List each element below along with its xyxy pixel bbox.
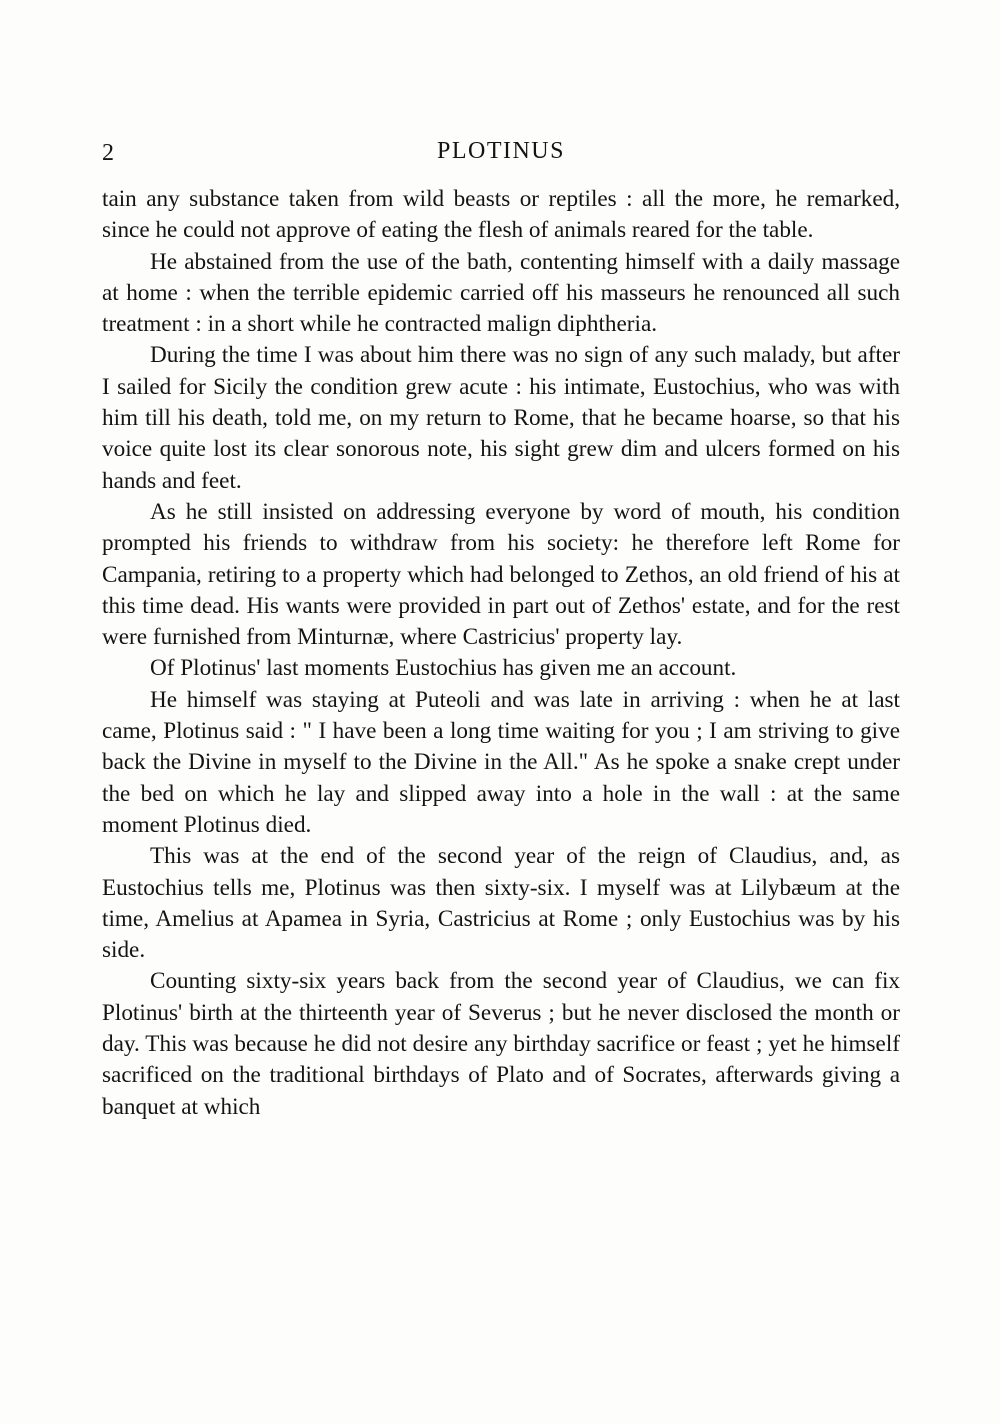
paragraph: Counting sixty-six years back from the second year of Claudius, we can fix Plotinus' birth at the thirteenth year of Severus ; but he never disclosed the month or day. This was because he did not desire any birthday sacrifice or feast ; yet he himself sacrificed on the traditional birthdays of Plato and of Socrates, afterwards giving a banquet at which bbox=[102, 968, 900, 1120]
body-text bbox=[102, 184, 900, 1123]
page-number: 2 bbox=[102, 140, 114, 166]
running-title: PLOTINUS bbox=[436, 138, 565, 164]
paragraph: He abstained from the use of the bath, contenting himself with a daily massage at home : when the terrible epidemic carried off his masseurs he renounced all such treatment : in a short while he contracted malign diphtheria. bbox=[102, 248, 900, 338]
paragraph: During the time I was about him there was no sign of any such malady, but after I sailed for Sicily the condition grew acute : his intimate, Eustochius, who was with him till his death, told me, on my return to Rome, that he became hoarse, so that his voice quite lost its clear sonorous note, his sight grew dim and ulcers formed on his hands and feet. bbox=[102, 342, 900, 494]
paragraph: Of Plotinus' last moments Eustochius has given me an account. bbox=[150, 655, 737, 682]
paragraph-continuation: tain any substance taken from wild beasts or reptiles : all the more, he remarked, since he could not approve of eating the flesh of animals reared for the table. bbox=[102, 186, 900, 244]
paragraph: He himself was staying at Puteoli and was late in arriving : when he at last came, Plotinus said : " I have been a long time waiting for you ; I am striving to give back the Divine in myself to the Divine in the All." As he spoke a snake crept under the bed on which he lay and slipped away into a hole in the wall : at the same moment Plotinus died. bbox=[102, 686, 900, 838]
paragraph: This was at the end of the second year of the reign of Claudius, and, as Eustochius tells me, Plotinus was then sixty-six. I myself was at Lilybæum at the time, Amelius at Apamea in Syria, Castricius at Rome ; only Eustochius was by his side. bbox=[102, 843, 900, 964]
paragraph: As he still insisted on addressing everyone by word of mouth, his condition prompted his friends to withdraw from his society: he therefore left Rome for Campania, retiring to a property which had belonged to Zethos, an old friend of his at this time dead. His wants were provided in part out of Zethos' estate, and for the rest were furnished from Minturnæ, where Castricius' property lay. bbox=[102, 498, 900, 651]
page-header bbox=[102, 132, 900, 172]
